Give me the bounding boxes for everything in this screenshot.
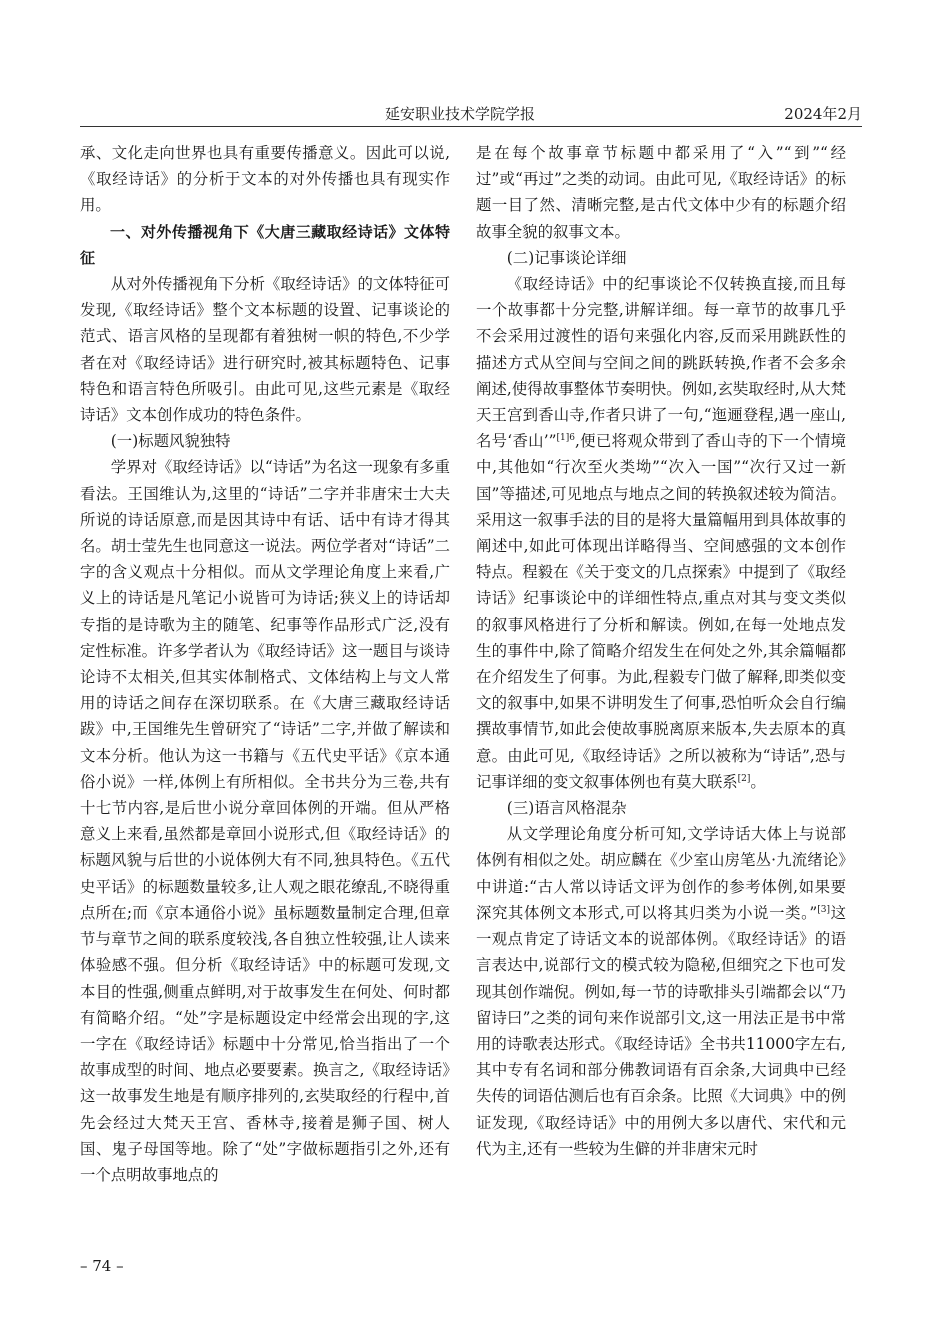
running-header [80,103,862,125]
section-heading: 一、对外传播视角下《大唐三藏取经诗话》文体特征 [80,222,450,267]
paragraph-continuation: 是在每个故事章节标题中都采用了“入”“到”“经过”或“再过”之类的动词。由此可见,《取经诗话》的标题一目了然、清晰完整,是古代文体中少有的标题介绍故事全貌的叙事文本。 [476,144,846,241]
paragraph: 学界对《取经诗话》以“诗话”为名这一现象有多重看法。王国维认为,这里的“诗话”二字并非唐宋士大夫所说的诗话原意,而是因其诗中有话、话中有诗才得其名。胡士莹先生也同意这一说法。两位学者对“诗话”二字的含义观点十分相似。而从文学理论角度上来看,广义上的诗话是凡笔记小说皆可为诗话;狭义上的诗话却专指的是诗歌为主的随笔、纪事等作品形式广泛,没有定性标准。许多学者认为《取经诗话》这一题目与谈诗论诗不太相关,但其实体制格式、文体结构上与文人常用的诗话之间存在深切联系。在《大唐三藏取经诗话跋》中,王国维先生曾研究了“诗话”二字,并做了解读和文本分析。他认为这一书籍与《五代史平话》《京本通俗小说》一样,体例上有所相似。全书共分为三卷,共有十七节内容,是后世小说分章回体例的开端。但从严格意义上来看,虽然都是章回小说形式,但《取经诗话》的标题风貌与后世的小说体例大有不同,独具特色。《五代史平话》的标题数量较多,让人观之眼花缭乱,不晓得重点所在;而《京本通俗小说》虽标题数量制定合理,但章节与章节之间的联系度较浅,各自独立性较强,让人读来体验感不强。但分析《取经诗话》中的标题可发现,文本目的性强,侧重点鲜明,对于故事发生在何处、何时都有简略介绍。“处”字是标题设定中经常会出现的字,这一字在《取经诗话》标题中十分常见,恰当指出了一个故事成型的时间、地点必要要素。换言之,《取经诗话》这一故事发生地是有顺序排列的,玄奘取经的行程中,首先会经过大梵天王宫、香林寺,接着是狮子国、树人国、鬼子母国等地。除了“处”字做标题指引之外,还有一个点明故事地点的 [80,458,450,1184]
page-number: – 74 – [80,1257,124,1275]
text-run: 从文学理论角度分析可知,文学诗话大体上与说部体例有相似之处。胡应麟在《少室山房笔丛·九流绪论》中讲道:“古人常以诗话文评为创作的参考体例,如果要深究其体例文本形式,可以将其归类为小说一类。” [476,825,846,922]
subsection-heading: (三)语言风格混杂 [506,799,627,818]
text-run: 这一观点肯定了诗话文本的说部体例。《取经诗话》的语言表达中,说部行文的模式较为隐秘,但细究之下也可发现其创作端倪。例如,每一节的诗歌排头引端都会以“乃留诗曰”之类的词句来作说部引文,这一用法正是书中常用的诗歌表达形式。《取经诗话》全书共11000字左右,其中专有名词和部分佛教词语有百余条,大词典中已经失传的词语估测后也有百余条。比照《大词典》中的例证发现,《取经诗话》中的用例大多以唐代、宋代和元代为主,还有一些较为生僻的并非唐宋元时 [476,903,846,1158]
citation-ref: [3] [817,904,831,915]
text-run: 。 [750,772,766,791]
page-ref: 6 [569,433,576,444]
paragraph-continuation: 承、文化走向世界也具有重要传播意义。因此可以说,《取经诗话》的分析于文本的对外传播也具有现实作用。 [80,144,450,215]
subsection-heading: (二)记事谈论详细 [506,248,627,267]
journal-title: 延安职业技术学院学报 [385,105,536,123]
left-column [80,140,450,1188]
right-column [476,140,846,1162]
citation-ref: [1] [556,433,570,444]
paragraph [476,271,846,795]
paragraph: 从对外传播视角下分析《取经诗话》的文体特征可发现,《取经诗话》整个文本标题的设置、记事谈论的范式、语言风格的呈现都有着独树一帜的特色,不少学者在对《取经诗话》进行研究时,被其标题特色、记事特色和语言特色所吸引。由此可见,这些元素是《取经诗话》文本创作成功的特色条件。 [80,275,450,425]
header-rule [80,126,862,127]
text-run: 《取经诗话》中的纪事谈论不仅转换直接,而且每一个故事都十分完整,讲解详细。每一章节的故事几乎不会采用过渡性的语句来强化内容,反而采用跳跃性的描述方式从空间与空间之间的跳跃转换,作者不会多余阐述,使得故事整体节奏明快。例如,玄奘取经时,从大梵天王宫到香山寺,作者只讲了一句,“迤逦登程,遇一座山,名号‘香山’” [476,275,846,451]
citation-ref: [2] [737,773,751,784]
text-run: ,便已将观众带到了香山寺的下一个情境中,其他如“行次至火类坳”“次入一国”“次行又过一新国”等描述,可见地点与地点之间的转换叙述较为简洁。采用这一叙事手法的目的是将大量篇幅用到具体故事的阐述中,如此可体现出详略得当、空间感强的文本创作特点。程毅在《关于变文的几点探索》中提到了《取经诗话》纪事谈论中的详细性特点,重点对其与变文类似的叙事风格进行了分析和解读。例如,在每一处地点发生的事件中,除了简略介绍发生在何处之外,其余篇幅都在介绍发生了何事。为此,程毅专门做了解释,即类似变文的叙事中,如果不讲明发生了何事,恐怕听众会自行编撰故事情节,如此会使故事脱离原来版本,失去原本的真意。由此可见,《取经诗话》之所以被称为“诗话”,恐与记事详细的变文叙事体例也有莫大联系 [476,432,846,791]
issue-date: 2024年2月 [784,105,862,123]
subsection-heading: (一)标题风貌独特 [110,432,231,451]
paragraph [476,821,846,1162]
